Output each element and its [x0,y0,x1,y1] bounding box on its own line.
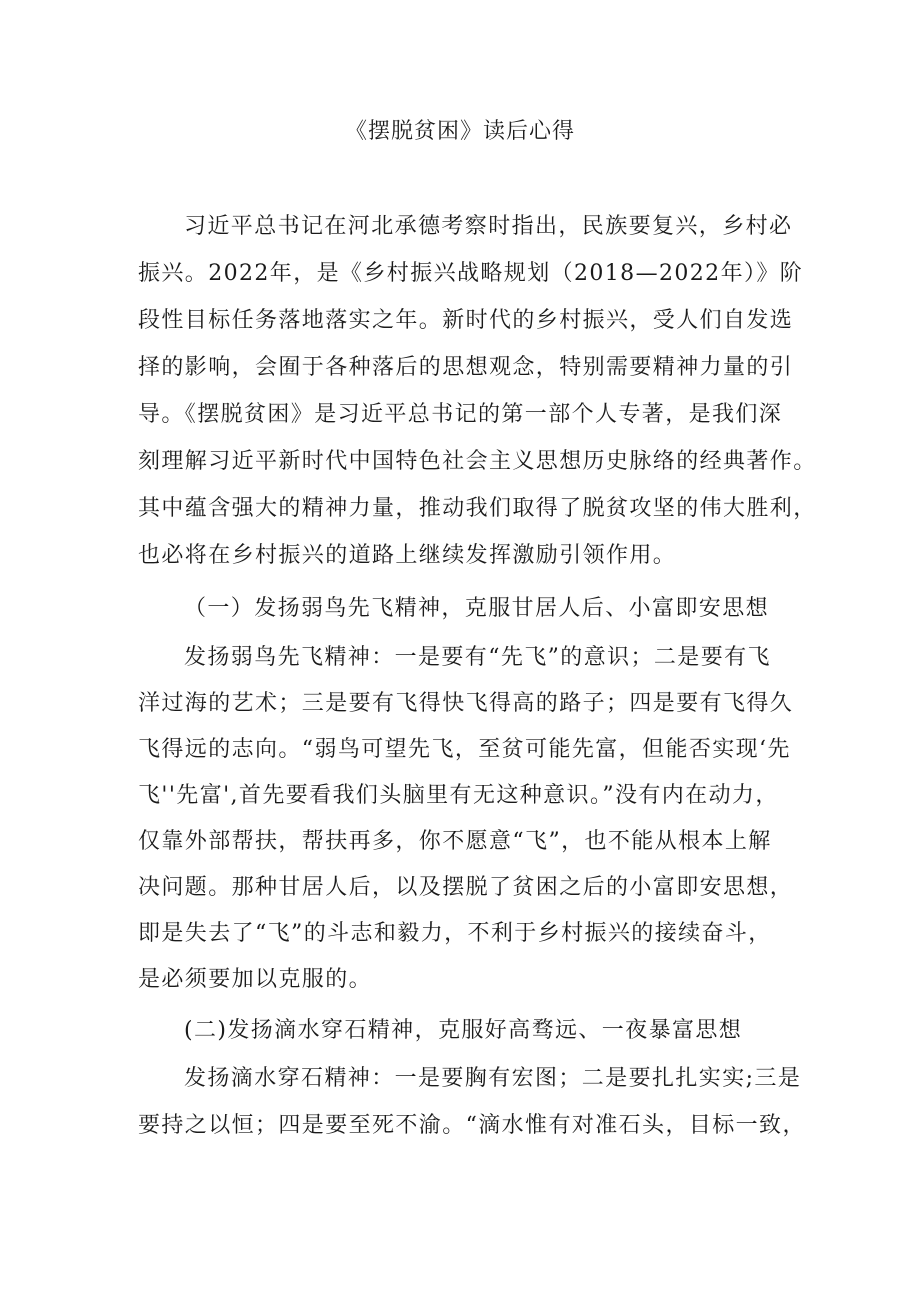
paragraph-line: 刻理解习近平新时代中国特色社会主义思想历史脉络的经典著作。 [138,449,817,474]
paragraph-line: 仅靠外部帮扶，帮扶再多，你不愿意“飞”，也不能从根本上解 [138,829,772,854]
paragraph-line: 洋过海的艺术；三是要有飞得快飞得高的路子；四是要有飞得久 [138,691,794,716]
paragraph-line: 要持之以恒；四是要至死不渝。“滴水惟有对准石头，目标一致， [138,1113,806,1138]
paragraph-line: 其中蕴含强大的精神力量，推动我们取得了脱贫攻坚的伟大胜利， [138,496,817,521]
paragraph-line: 段性目标任务落地落实之年。新时代的乡村振兴，受人们自发选 [138,308,794,333]
paragraph-line: 飞''先富',首先要看我们头脑里有无这种意识。”没有内在动力， [138,783,779,808]
paragraph-line: 振兴。2022年，是《乡村振兴战略规划（2018—2022年）》阶 [138,261,804,286]
paragraph-line: 习近平总书记在河北承德考察时指出，民族要复兴，乡村必 [184,214,793,239]
section-heading: （一）发扬弱鸟先飞精神，克服甘居人后、小富即安思想 [184,596,770,621]
paragraph-line: 决问题。那种甘居人后，以及摆脱了贫困之后的小富即安思想， [138,875,794,900]
document-title: 《摆脱贫困》读后心得 [344,119,575,144]
paragraph-line: 飞得远的志向。“弱鸟可望先飞，至贫可能先富，但能否实现‘先 [138,737,791,762]
paragraph-line: 是必须要加以克服的。 [138,967,373,992]
section-heading: (二)发扬滴水穿石精神，克服好高骛远、一夜暴富思想 [184,1018,743,1043]
paragraph-line: 择的影响，会囿于各种落后的思想观念，特别需要精神力量的引 [138,355,794,380]
paragraph-line: 也必将在乡村振兴的道路上继续发挥激励引领作用。 [138,543,677,568]
paragraph-line: 发扬滴水穿石精神：一是要胸有宏图；二是要扎扎实实;三是 [184,1066,802,1091]
paragraph-line: 导。《摆脱贫困》是习近平总书记的第一部个人专著，是我们深 [138,402,783,427]
paragraph-line: 发扬弱鸟先飞精神：一是要有“先飞”的意识；二是要有飞 [184,645,771,670]
paragraph-line: 即是失去了“飞”的斗志和毅力，不利于乡村振兴的接续奋斗， [138,921,772,946]
